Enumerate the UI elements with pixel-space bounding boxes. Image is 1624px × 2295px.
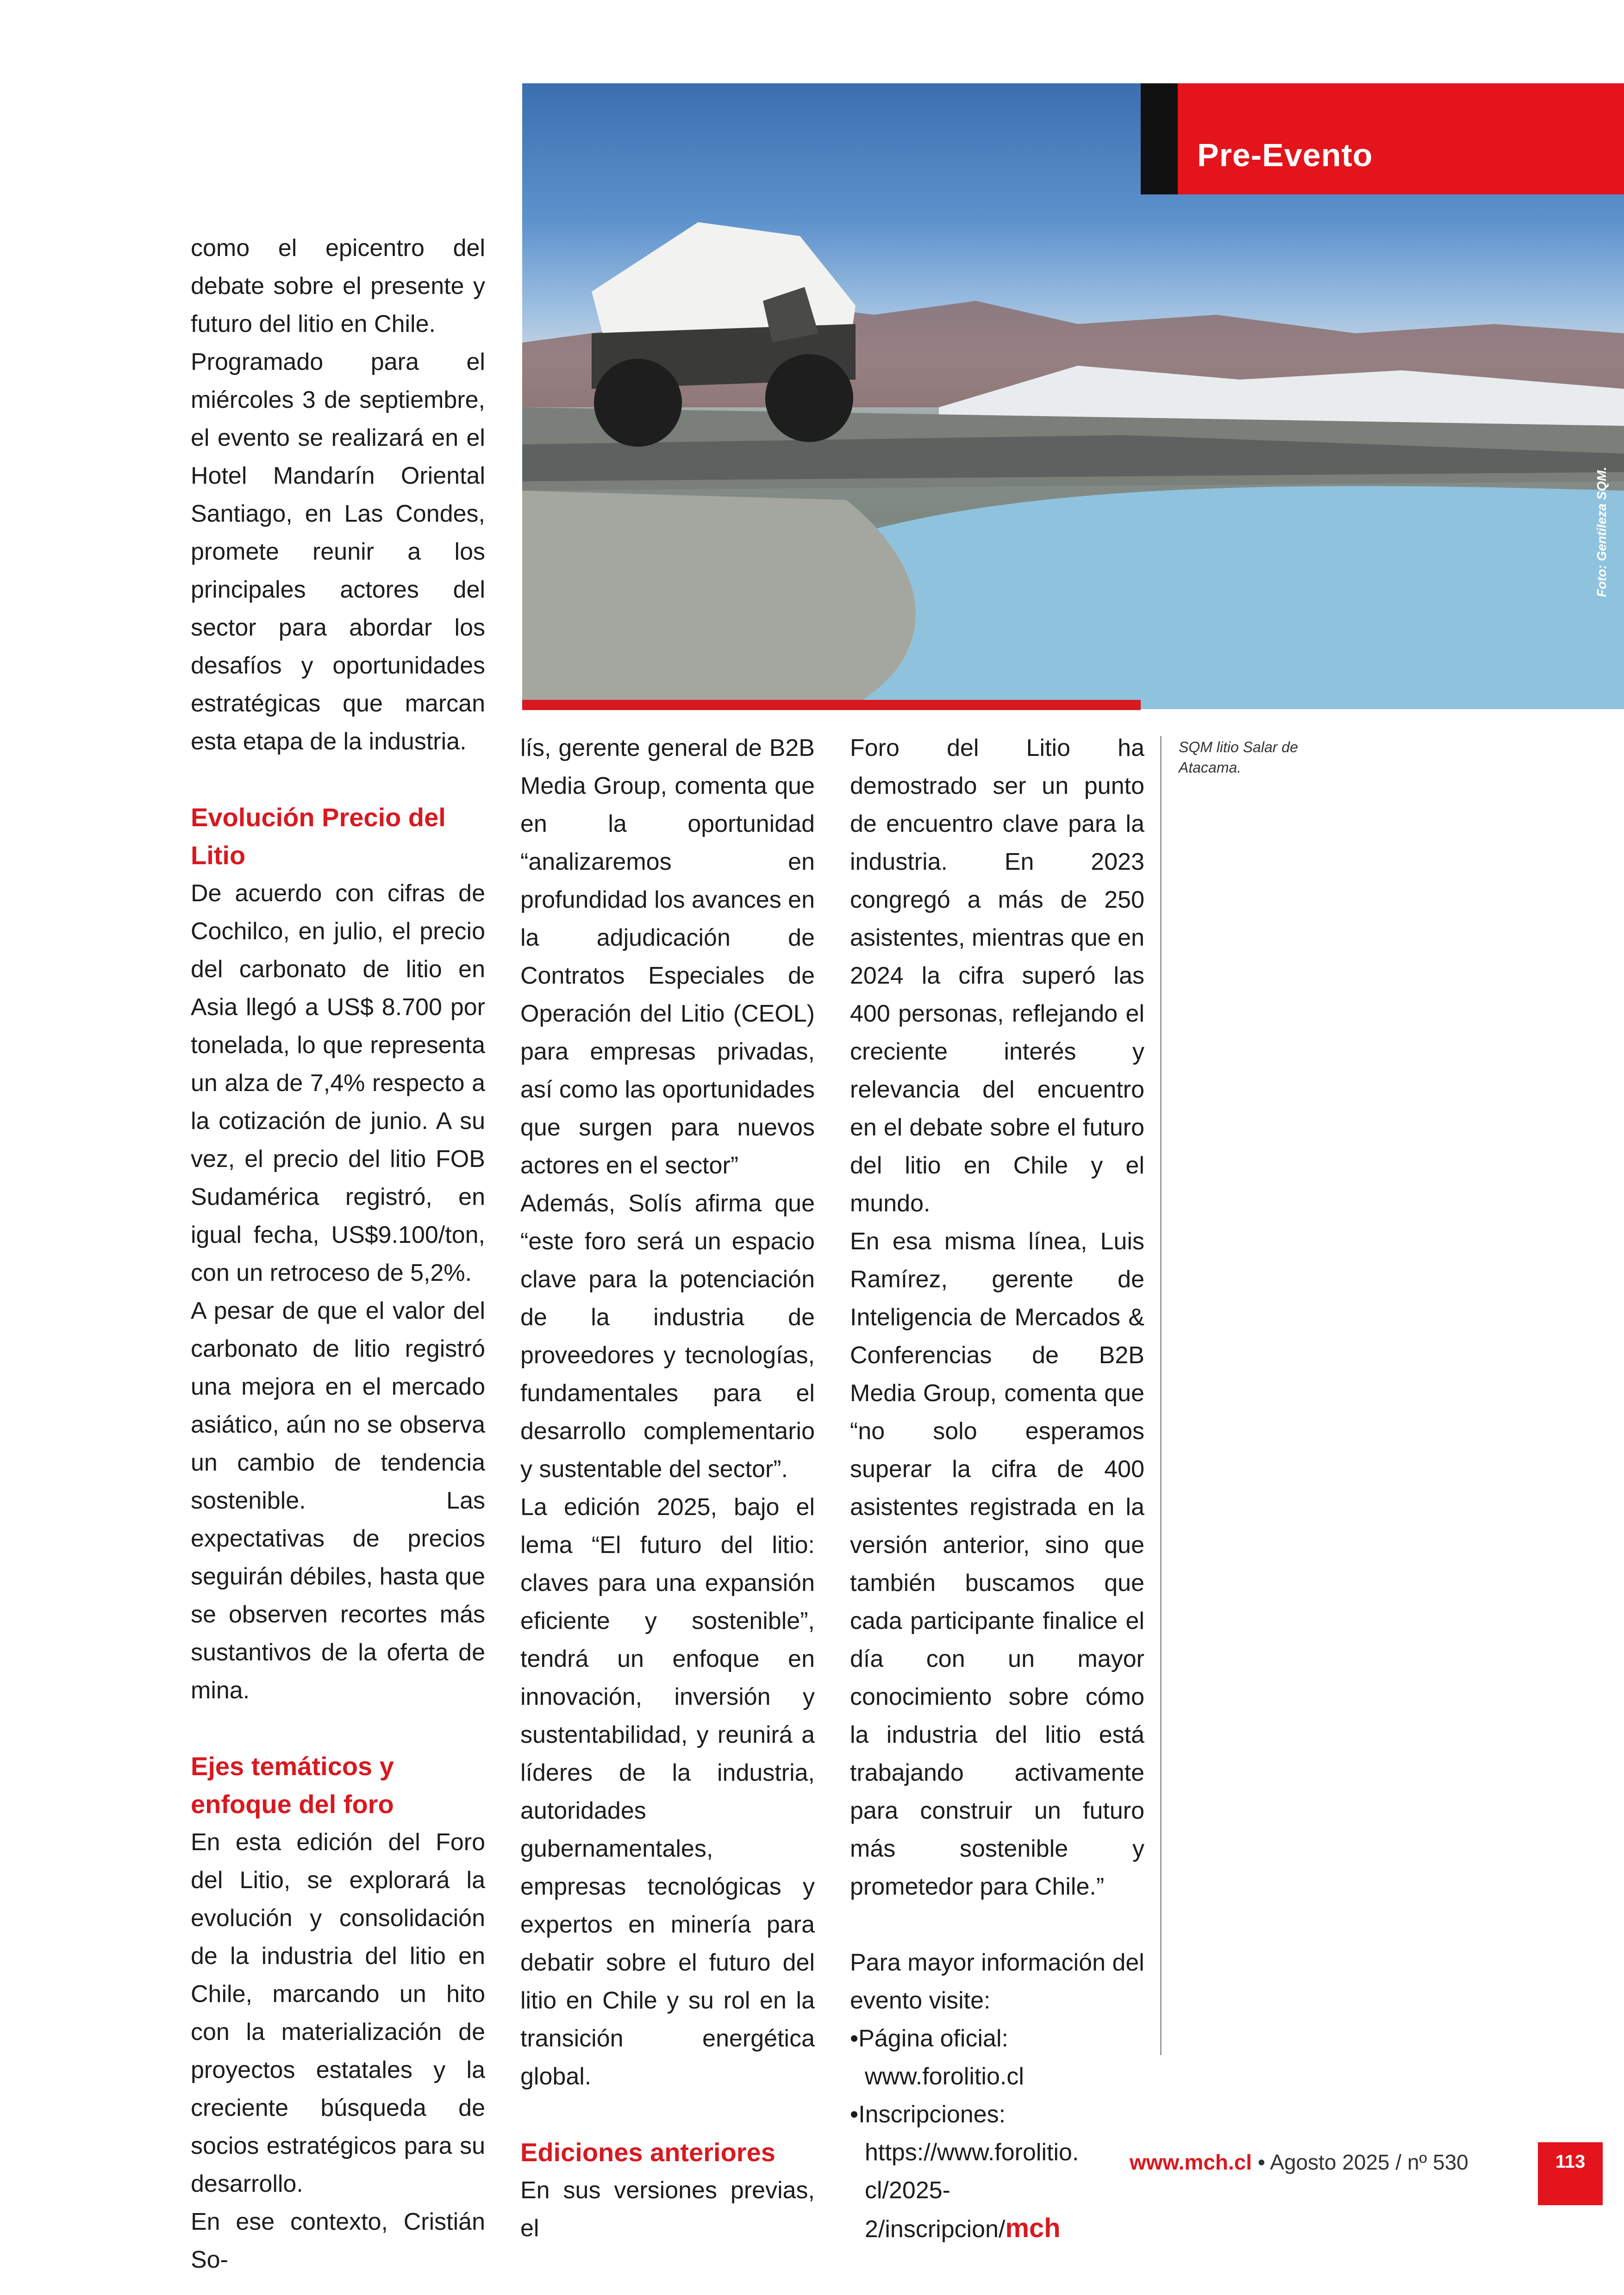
section-heading-precio: Evolución Precio del Litio <box>191 803 446 870</box>
paragraph: Programado para el miércoles 3 de septiembre, el evento se realizará en el Hotel Mandarín Oriental Santiago, en Las Condes, promete reunir a los principales actores del sector para abordar los desafíos y oportunidades estratégicas que marcan esta etapa de la industria. <box>191 349 485 755</box>
article-column-2 <box>520 729 815 2247</box>
registration-url-text[interactable]: cl/2025-2/inscripcion/ <box>865 2177 1006 2243</box>
page-footer <box>1130 2150 1468 2175</box>
paragraph: como el epicentro del debate sobre el presente y futuro del litio en Chile. <box>191 235 485 337</box>
footer-site-link[interactable]: www.mch.cl <box>1130 2150 1252 2174</box>
paragraph: En ese contexto, Cristián So- <box>191 2208 485 2273</box>
section-tag-accent <box>1141 83 1178 194</box>
paragraph: En esta edición del Foro del Litio, se explorará la evolución y consolidación de la industria del litio en Chile, marcando un hito con la materialización de proyectos estatales y la creciente búsqueda de socios estratégicos para su desarrollo. <box>191 1829 485 2197</box>
paragraph: lís, gerente general de B2B Media Group, comenta que en la oportunidad “analizaremos en profundidad los avances en la adjudicación de Contratos Especiales de Operación del Litio (CEOL) para empresas privadas, así como las oportunidades que surgen para nuevos actores en el sector” <box>520 735 815 1179</box>
article-column-3 <box>850 729 1144 2248</box>
footer-issue: Agosto 2025 / nº 530 <box>1270 2150 1468 2174</box>
paragraph: De acuerdo con cifras de Cochilco, en julio, el precio del carbonato de litio en Asia llegó a US$ 8.700 por tonelada, lo que representa un alza de 7,4% respecto a la cotización de junio. A su vez, el precio del litio FOB Sudamérica registró, en igual fecha, US$9.100/ton, con un retroceso de 5,2%. <box>191 880 485 1286</box>
footer-separator: • <box>1252 2150 1270 2174</box>
registration-url-link-line1[interactable]: https://www.forolitio. <box>865 2139 1079 2166</box>
paragraph: En esa misma línea, Luis Ramírez, gerente de Inteligencia de Mercados & Conferencias de B2B Media Group, comenta que “no solo esperamos superar la cifra de 400 asistentes registrada en la versión anterior, sino que también buscamos que cada participante finalice el día con un mayor conocimiento sobre cómo la industria del litio está trabajando activamente para construir un futuro más sostenible y prometedor para Chile.” <box>850 1228 1144 1900</box>
paragraph: A pesar de que el valor del carbonato de litio registró una mejora en el mercado asiático, aún no se observa un cambio de tendencia sostenible. Las expectativas de precios seguirán débiles, hasta que se observen recortes más sustantivos de la oferta de mina. <box>191 1297 486 1704</box>
paragraph: Foro del Litio ha demostrado ser un punto de encuentro clave para la industria. En 2023 congregó a más de 250 asistentes, mientras que en 2024 la cifra superó las 400 personas, reflejando el creciente interés y relevancia del encuentro en el debate sobre el futuro del litio en Chile y el mundo. <box>850 735 1144 1217</box>
paragraph: Para mayor información del evento visite: <box>850 1949 1144 2014</box>
photo-accent-strip <box>522 700 1141 710</box>
paragraph: En sus versiones previas, el <box>520 2177 815 2242</box>
page-number: 113 <box>1555 2152 1586 2172</box>
caption-divider <box>1160 736 1162 2055</box>
photo-credit: Foto: Gentileza SQM. <box>1594 467 1609 597</box>
official-url-link[interactable]: www.forolitio.cl <box>865 2063 1024 2090</box>
end-mark-logo: mch <box>1005 2213 1061 2243</box>
section-heading-ejes: Ejes temáticos y enfoque del foro <box>191 1752 394 1819</box>
article-column-1 <box>191 229 485 2279</box>
registration-url-link-line2[interactable] <box>850 2171 1144 2248</box>
section-heading-ediciones: Ediciones anteriores <box>520 2138 775 2167</box>
section-tag-label: Pre-Evento <box>1197 137 1373 173</box>
paragraph: Además, Solís afirma que “este foro será un espacio clave para la potenciación de la industria de proveedores y tecnologías, fundamentales para el desarrollo complementario y sustentable del sector”. <box>520 1190 815 1483</box>
photo-caption: SQM litio Salar de Atacama. <box>1179 739 1298 776</box>
bullet-registrations: •Inscripciones: <box>850 2101 1006 2128</box>
bullet-official-page: •Página oficial: <box>850 2025 1008 2052</box>
paragraph: La edición 2025, bajo el lema “El futuro del litio: claves para una expansión eficiente y sostenible”, tendrá un enfoque en innovación, inversión y sustentabilidad, y reunirá a líderes de la industria, autoridades gubernamentales, empresas tecnológicas y expertos en minería para debatir sobre el futuro del litio en Chile y su rol en la transición energética global. <box>520 1494 815 2090</box>
